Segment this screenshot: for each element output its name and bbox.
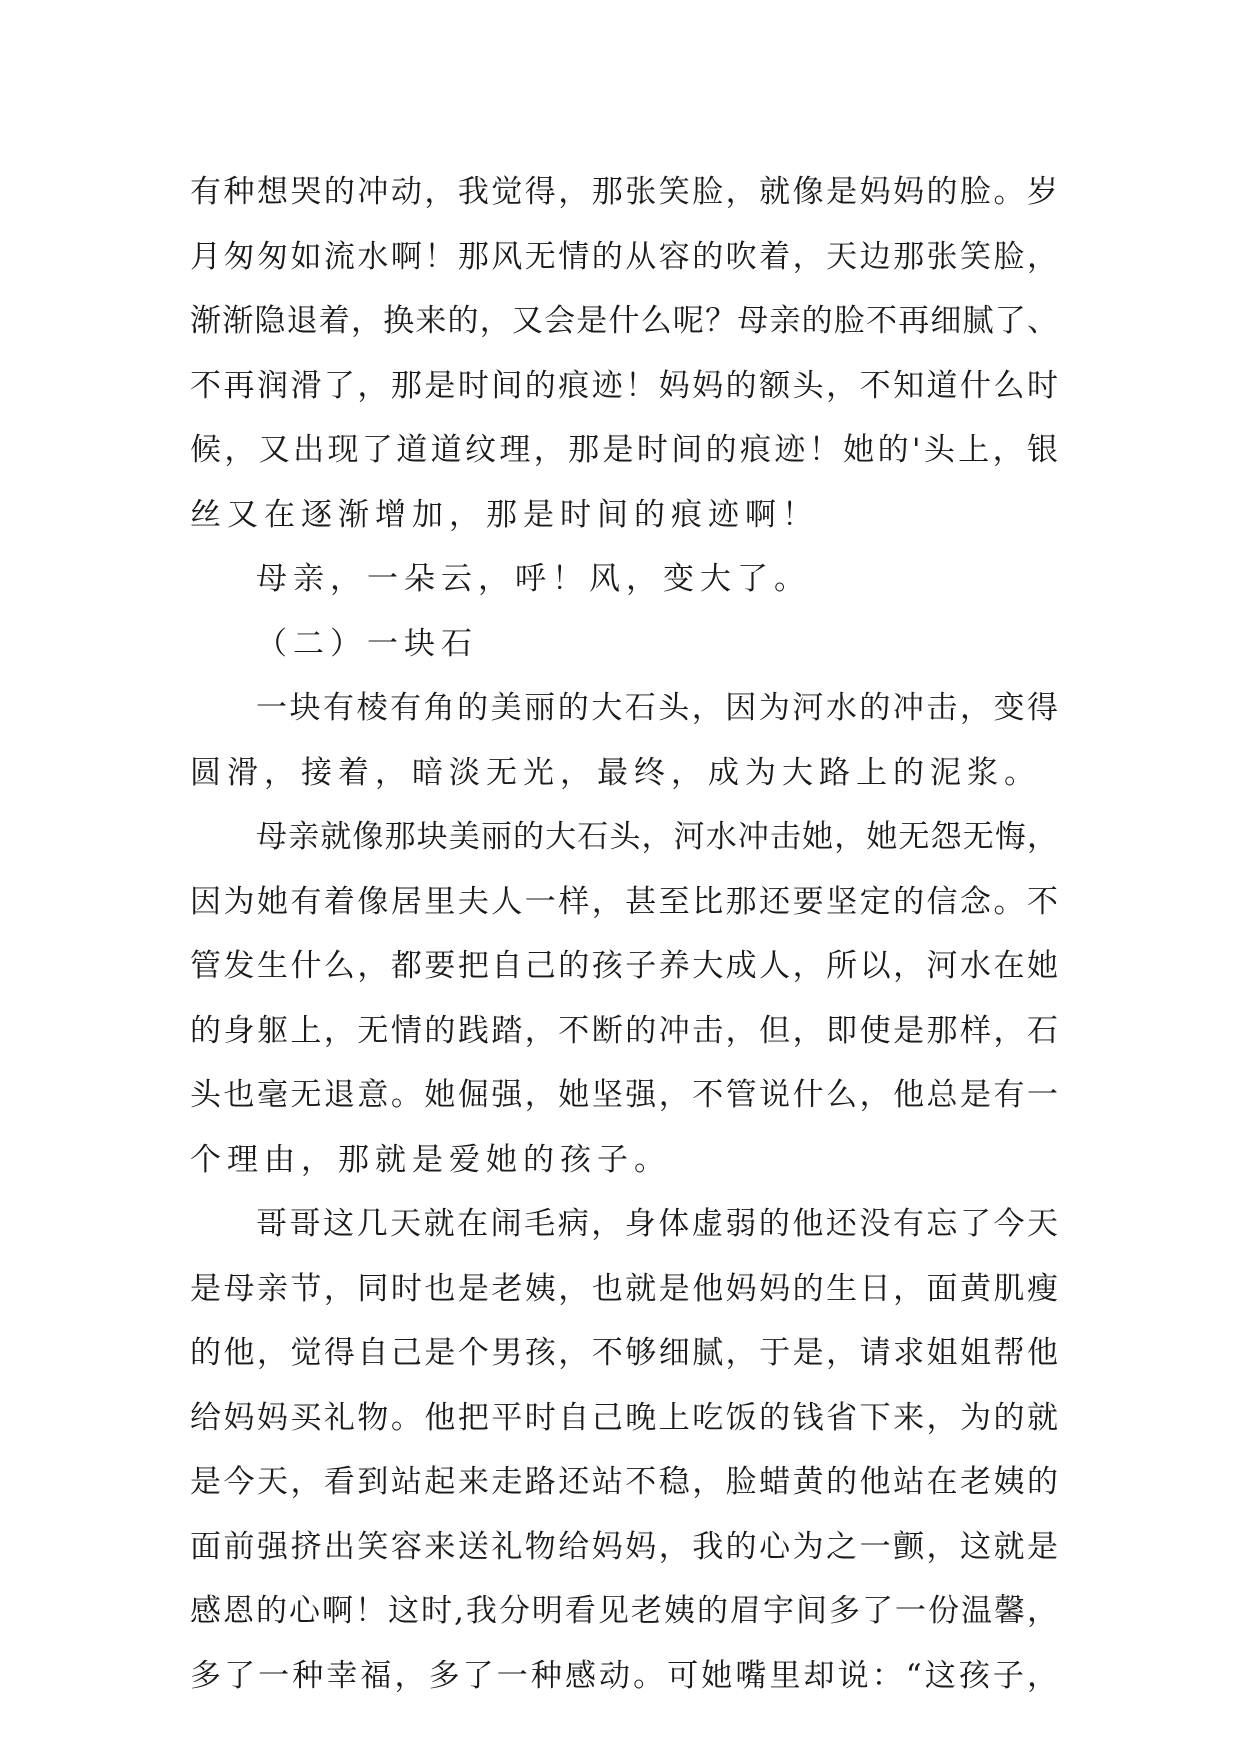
text-line: 是今天，看到站起来走路还站不稳，脸蜡黄的他站在老姨的 <box>190 1464 1058 1500</box>
text-line: 丝又在逐渐增加，那是时间的痕迹啊！ <box>190 496 819 533</box>
text-line: 母亲，一朵云，呼！风，变大了。 <box>256 561 811 597</box>
text-line: 个理由，那就是爱她的孩子。 <box>190 1141 671 1178</box>
body-text <box>190 160 1058 1708</box>
text-line: 的他，觉得自己是个男孩，不够细腻，于是，请求姐姐帮他 <box>190 1335 1058 1371</box>
text-line: 给妈妈买礼物。他把平时自己晚上吃饭的钱省下来，为的就 <box>190 1399 1058 1436</box>
text-line: 渐渐隐退着，换来的，又会是什么呢？母亲的脸不再细腻了、 <box>190 303 1058 339</box>
text-line: 的身躯上，无情的践踏，不断的冲击，但，即使是那样，石 <box>190 1012 1058 1049</box>
text-line: 候，又出现了道道纹理，那是时间的痕迹！她的'头上，银 <box>190 432 1058 468</box>
text-line: 是母亲节，同时也是老姨，也就是他妈妈的生日，面黄肌瘦 <box>190 1270 1058 1307</box>
text-line: 哥哥这几天就在闹毛病，身体虚弱的他还没有忘了今天 <box>256 1206 1058 1242</box>
text-line: 面前强挤出笑容来送礼物给妈妈，我的心为之一颤，这就是 <box>190 1528 1058 1565</box>
text-line: （二）一块石 <box>256 625 478 662</box>
text-line: 不再润滑了，那是时间的痕迹！妈妈的额头，不知道什么时 <box>190 367 1058 404</box>
text-line: 有种想哭的冲动，我觉得，那张笑脸，就像是妈妈的脸。岁 <box>190 174 1058 210</box>
text-line: 圆滑，接着，暗淡无光，最终，成为大路上的泥浆。 <box>190 754 1041 791</box>
text-line: 母亲就像那块美丽的大石头，河水冲击她，她无怨无悔， <box>256 819 1058 855</box>
text-line: 感恩的心啊！这时,我分明看见老姨的眉宇间多了一份温馨， <box>190 1593 1058 1629</box>
text-line: 一块有棱有角的美丽的大石头，因为河水的冲击，变得 <box>256 690 1058 726</box>
text-line: 头也毫无退意。她倔强，她坚强，不管说什么，他总是有一 <box>190 1077 1058 1113</box>
text-line: 多了一种幸福，多了一种感动。可她嘴里却说：“这孩子， <box>190 1657 1058 1694</box>
text-line: 因为她有着像居里夫人一样，甚至比那还要坚定的信念。不 <box>190 883 1058 920</box>
text-line: 月匆匆如流水啊！那风无情的从容的吹着，天边那张笑脸， <box>190 238 1058 275</box>
text-line: 管发生什么，都要把自己的孩子养大成人，所以，河水在她 <box>190 948 1058 984</box>
